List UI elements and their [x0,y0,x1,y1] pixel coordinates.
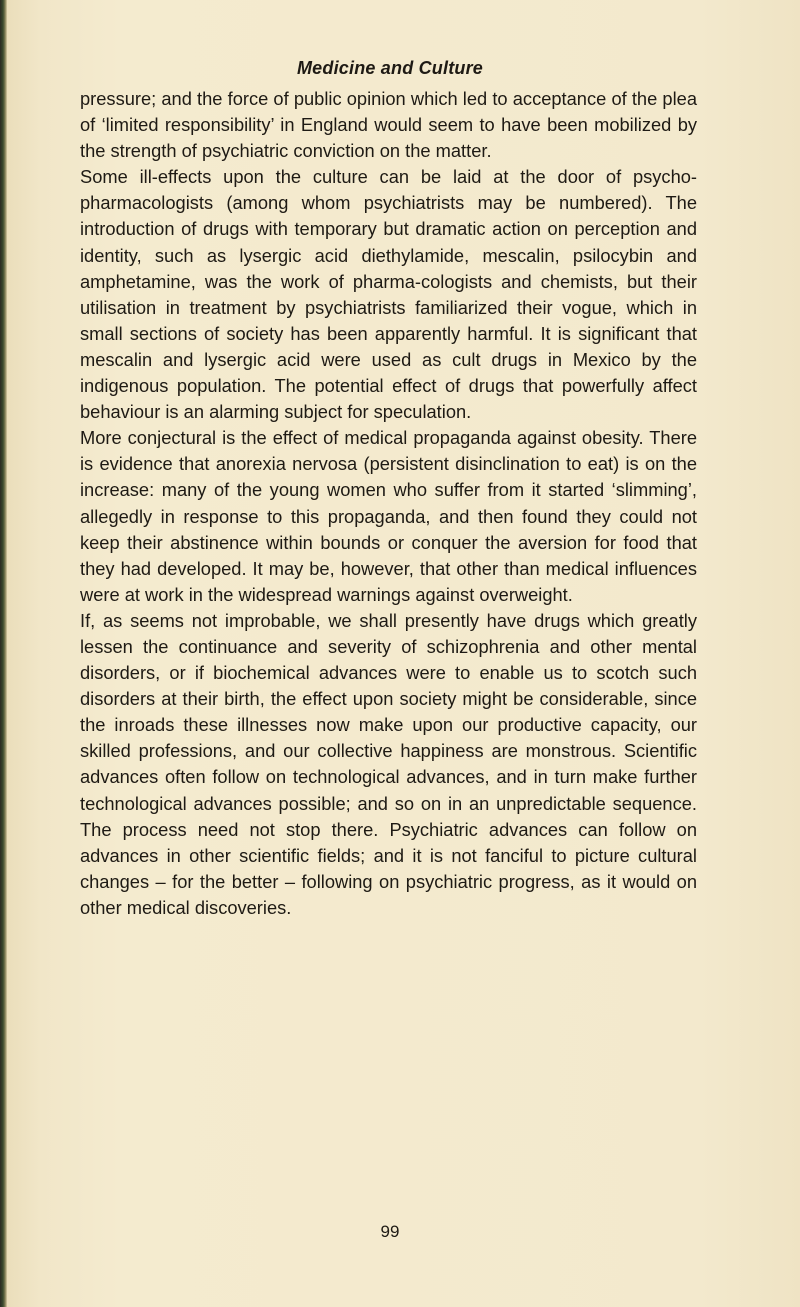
paragraph-4: If, as seems not improbable, we shall presently have drugs which greatly lessen the continuance and severity of schizophrenia and other mental disorders, or if biochemical advances were to enable us to scotch such disorders at their birth, the effect upon society might be considerable, since the inroads these illnesses now make upon our productive capacity, our skilled professions, and our collective happiness are monstrous. Scientific advances often follow on technological advances, and in turn make further technological advances possible; and so on in an unpredictable sequence. The process need not stop there. Psychiatric advances can follow on advances in other scientific fields; and it is not fanciful to picture cultural changes – for the better – following on psychiatric progress, as it would on other medical discoveries. [80,609,697,918]
page-number: 99 [380,1222,400,1241]
book-spine-edge [0,0,7,1307]
paragraph-2: Some ill-effects upon the culture can be laid at the door of psycho-pharmacologists (among whom psychiatrists may be numbered). The introduction of drugs with temporary but dramatic action on perception and identity, such as lysergic acid diethylamide, mescalin, psilocybin and amphetamine, was the work of pharma-cologists and chemists, but their utilisation in treatment by psychiatrists familiarized their vogue, which in small sections of society has been apparently harmful. It is significant that mescalin and lysergic acid were used as cult drugs in Mexico by the indigenous population. The potential effect of drugs that powerfully affect behaviour is an alarming subject for speculation. [80,166,697,423]
running-head: Medicine and Culture [296,58,484,78]
paragraph-3: More conjectural is the effect of medical propaganda against obesity. There is evidence that anorexia nervosa (persistent disinclination to eat) is on the increase: many of the young women who suffer from it started ‘slimming’, allegedly in response to this propaganda, and then found they could not keep their abstinence within bounds or conquer the aversion for food that they had developed. It may be, however, that other than medical influences were at work in the widespread warnings against overweight. [80,427,697,605]
body-text [80,86,697,921]
paragraph-1: pressure; and the force of public opinion which led to acceptance of the plea of ‘limited responsibility’ in England would seem to have been mobilized by the strength of psychiatric conviction on the matter. [80,88,697,162]
